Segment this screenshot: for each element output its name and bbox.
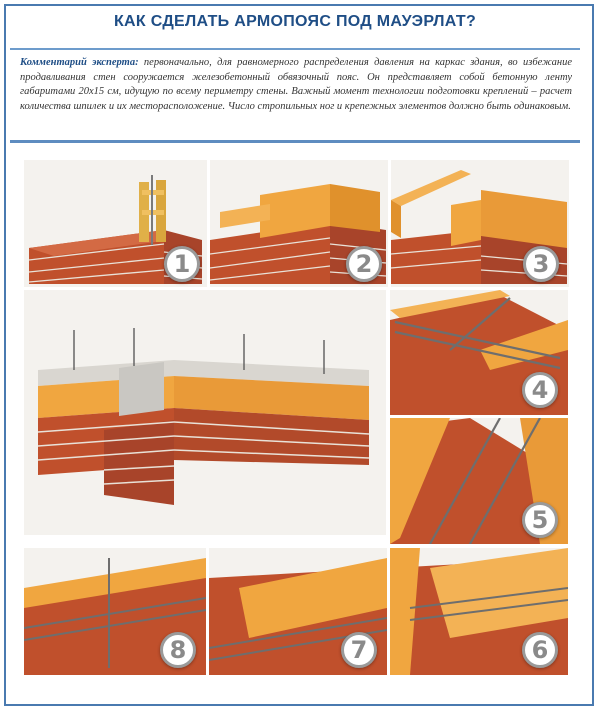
step-1-panel	[24, 160, 207, 287]
step-6-panel	[390, 548, 568, 675]
armopoyas-overview-panel	[24, 290, 386, 535]
page-title: КАК СДЕЛАТЬ АРМОПОЯС ПОД МАУЭРЛАТ?	[113, 13, 477, 30]
reinforced-belt-illustration	[24, 290, 386, 535]
comment-text: первоначально, для равномерного распределения давления на каркас здания, во избежание продавливания стен сооружается железобетонный обвязочный пояс. Он представляет собой бетонную ленту габаритами 20х15 см, идущую по всему периметру стены. Важный момент технологии подготовки креплений – расчет количества шпилек и их месторасположение. Число стропильных ног и крепежных элементов должно быть одинаковым.	[20, 57, 573, 112]
step-number-badge: 2	[346, 246, 382, 282]
step-number-badge: 4	[522, 372, 558, 408]
step-8-panel	[24, 548, 206, 675]
step-4-panel	[390, 290, 568, 415]
step-3-panel	[391, 160, 569, 287]
step-number-badge: 3	[523, 246, 559, 282]
title-divider	[10, 48, 580, 50]
comment-label: Комментарий эксперта:	[20, 57, 139, 68]
header	[6, 6, 584, 38]
comment-divider	[10, 140, 580, 143]
step-number-badge: 1	[164, 246, 200, 282]
step-5-panel	[390, 418, 568, 544]
step-2-panel	[210, 160, 388, 287]
step-number-badge: 5	[522, 502, 558, 538]
step-7-panel	[209, 548, 387, 675]
step-number-badge: 8	[160, 632, 196, 668]
expert-comment	[20, 56, 572, 114]
step-number-badge: 6	[522, 632, 558, 668]
step-number-badge: 7	[341, 632, 377, 668]
